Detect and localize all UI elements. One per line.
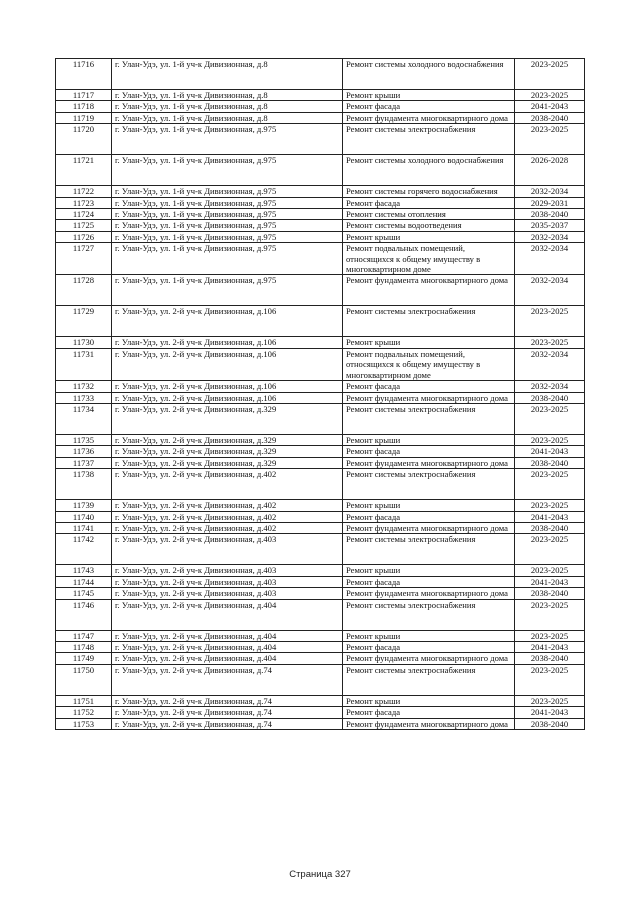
row-number: 11718 bbox=[56, 101, 112, 112]
row-number: 11736 bbox=[56, 446, 112, 457]
row-work-type: Ремонт системы холодного водоснабжения bbox=[343, 155, 515, 186]
table-row bbox=[56, 641, 585, 652]
row-period: 2026-2028 bbox=[515, 155, 585, 186]
document-page bbox=[55, 58, 584, 730]
table-row bbox=[56, 124, 585, 155]
row-address: г. Улан-Удэ, ул. 1-й уч-к Дивизионная, д.975 bbox=[112, 275, 343, 306]
row-number: 11731 bbox=[56, 348, 112, 380]
row-number: 11742 bbox=[56, 534, 112, 565]
table-row bbox=[56, 653, 585, 664]
row-address: г. Улан-Удэ, ул. 2-й уч-к Дивизионная, д.402 bbox=[112, 469, 343, 500]
row-period: 2023-2025 bbox=[515, 630, 585, 641]
table-row bbox=[56, 112, 585, 123]
row-period: 2038-2040 bbox=[515, 209, 585, 220]
row-address: г. Улан-Удэ, ул. 2-й уч-к Дивизионная, д.74 bbox=[112, 695, 343, 706]
row-address: г. Улан-Удэ, ул. 2-й уч-к Дивизионная, д.403 bbox=[112, 588, 343, 599]
row-work-type: Ремонт системы отопления bbox=[343, 209, 515, 220]
row-number: 11747 bbox=[56, 630, 112, 641]
row-period: 2041-2043 bbox=[515, 707, 585, 718]
row-number: 11716 bbox=[56, 59, 112, 90]
row-period: 2023-2025 bbox=[515, 469, 585, 500]
row-address: г. Улан-Удэ, ул. 1-й уч-к Дивизионная, д.975 bbox=[112, 220, 343, 231]
row-work-type: Ремонт системы горячего водоснабжения bbox=[343, 186, 515, 197]
row-address: г. Улан-Удэ, ул. 2-й уч-к Дивизионная, д.106 bbox=[112, 306, 343, 337]
row-period: 2023-2025 bbox=[515, 403, 585, 434]
row-period: 2023-2025 bbox=[515, 337, 585, 348]
row-number: 11724 bbox=[56, 209, 112, 220]
row-address: г. Улан-Удэ, ул. 2-й уч-к Дивизионная, д.403 bbox=[112, 534, 343, 565]
row-address: г. Улан-Удэ, ул. 1-й уч-к Дивизионная, д.8 bbox=[112, 112, 343, 123]
row-address: г. Улан-Удэ, ул. 2-й уч-к Дивизионная, д.403 bbox=[112, 565, 343, 576]
row-number: 11746 bbox=[56, 599, 112, 630]
row-number: 11748 bbox=[56, 641, 112, 652]
row-address: г. Улан-Удэ, ул. 2-й уч-к Дивизионная, д.404 bbox=[112, 630, 343, 641]
row-work-type: Ремонт системы электроснабжения bbox=[343, 534, 515, 565]
row-work-type: Ремонт подвальных помещений, относящихся к общему имуществу в многоквартирном доме bbox=[343, 243, 515, 275]
row-address: г. Улан-Удэ, ул. 1-й уч-к Дивизионная, д.975 bbox=[112, 197, 343, 208]
table-row bbox=[56, 186, 585, 197]
row-period: 2023-2025 bbox=[515, 306, 585, 337]
row-work-type: Ремонт фундамента многоквартирного дома bbox=[343, 522, 515, 533]
row-work-type: Ремонт фасада bbox=[343, 707, 515, 718]
row-period: 2032-2034 bbox=[515, 381, 585, 392]
row-address: г. Улан-Удэ, ул. 2-й уч-к Дивизионная, д.106 bbox=[112, 381, 343, 392]
row-work-type: Ремонт фундамента многоквартирного дома bbox=[343, 275, 515, 306]
row-number: 11743 bbox=[56, 565, 112, 576]
row-address: г. Улан-Удэ, ул. 1-й уч-к Дивизионная, д.8 bbox=[112, 101, 343, 112]
row-work-type: Ремонт фундамента многоквартирного дома bbox=[343, 392, 515, 403]
table-row bbox=[56, 348, 585, 380]
row-period: 2041-2043 bbox=[515, 511, 585, 522]
table-row bbox=[56, 337, 585, 348]
row-period: 2023-2025 bbox=[515, 534, 585, 565]
row-address: г. Улан-Удэ, ул. 1-й уч-к Дивизионная, д.8 bbox=[112, 90, 343, 101]
table-row bbox=[56, 511, 585, 522]
row-address: г. Улан-Удэ, ул. 2-й уч-к Дивизионная, д.106 bbox=[112, 348, 343, 380]
row-address: г. Улан-Удэ, ул. 1-й уч-к Дивизионная, д.8 bbox=[112, 59, 343, 90]
row-period: 2032-2034 bbox=[515, 231, 585, 242]
row-number: 11750 bbox=[56, 664, 112, 695]
table-row bbox=[56, 457, 585, 468]
row-work-type: Ремонт фасада bbox=[343, 576, 515, 587]
row-number: 11726 bbox=[56, 231, 112, 242]
table-row bbox=[56, 630, 585, 641]
row-address: г. Улан-Удэ, ул. 2-й уч-к Дивизионная, д.404 bbox=[112, 641, 343, 652]
table-row bbox=[56, 565, 585, 576]
row-number: 11719 bbox=[56, 112, 112, 123]
row-work-type: Ремонт крыши bbox=[343, 695, 515, 706]
row-number: 11753 bbox=[56, 718, 112, 729]
table-row bbox=[56, 500, 585, 511]
table-row bbox=[56, 588, 585, 599]
row-work-type: Ремонт фундамента многоквартирного дома bbox=[343, 718, 515, 729]
row-period: 2041-2043 bbox=[515, 641, 585, 652]
row-work-type: Ремонт системы электроснабжения bbox=[343, 664, 515, 695]
row-period: 2023-2025 bbox=[515, 124, 585, 155]
row-address: г. Улан-Удэ, ул. 1-й уч-к Дивизионная, д.975 bbox=[112, 231, 343, 242]
row-work-type: Ремонт фасада bbox=[343, 101, 515, 112]
row-period: 2038-2040 bbox=[515, 718, 585, 729]
table-row bbox=[56, 275, 585, 306]
row-address: г. Улан-Удэ, ул. 1-й уч-к Дивизионная, д.975 bbox=[112, 209, 343, 220]
row-number: 11744 bbox=[56, 576, 112, 587]
row-work-type: Ремонт системы холодного водоснабжения bbox=[343, 59, 515, 90]
table-row bbox=[56, 155, 585, 186]
table-row bbox=[56, 101, 585, 112]
table-row bbox=[56, 707, 585, 718]
row-work-type: Ремонт фасада bbox=[343, 641, 515, 652]
row-work-type: Ремонт крыши bbox=[343, 337, 515, 348]
row-work-type: Ремонт фундамента многоквартирного дома bbox=[343, 112, 515, 123]
row-period: 2035-2037 bbox=[515, 220, 585, 231]
row-work-type: Ремонт системы водоотведения bbox=[343, 220, 515, 231]
row-address: г. Улан-Удэ, ул. 2-й уч-к Дивизионная, д.404 bbox=[112, 653, 343, 664]
table-row bbox=[56, 243, 585, 275]
row-number: 11752 bbox=[56, 707, 112, 718]
row-work-type: Ремонт системы электроснабжения bbox=[343, 403, 515, 434]
row-period: 2038-2040 bbox=[515, 457, 585, 468]
table-row bbox=[56, 446, 585, 457]
row-period: 2023-2025 bbox=[515, 90, 585, 101]
row-period: 2038-2040 bbox=[515, 588, 585, 599]
row-address: г. Улан-Удэ, ул. 2-й уч-к Дивизионная, д.329 bbox=[112, 434, 343, 445]
row-period: 2029-2031 bbox=[515, 197, 585, 208]
row-work-type: Ремонт фасада bbox=[343, 446, 515, 457]
row-work-type: Ремонт фундамента многоквартирного дома bbox=[343, 588, 515, 599]
row-period: 2032-2034 bbox=[515, 186, 585, 197]
row-address: г. Улан-Удэ, ул. 2-й уч-к Дивизионная, д.329 bbox=[112, 457, 343, 468]
table-row bbox=[56, 434, 585, 445]
row-address: г. Улан-Удэ, ул. 1-й уч-к Дивизионная, д.975 bbox=[112, 186, 343, 197]
row-period: 2023-2025 bbox=[515, 500, 585, 511]
row-number: 11740 bbox=[56, 511, 112, 522]
row-period: 2023-2025 bbox=[515, 59, 585, 90]
row-address: г. Улан-Удэ, ул. 2-й уч-к Дивизионная, д.404 bbox=[112, 599, 343, 630]
table-body bbox=[56, 59, 585, 730]
table-row bbox=[56, 695, 585, 706]
row-work-type: Ремонт системы электроснабжения bbox=[343, 599, 515, 630]
row-number: 11725 bbox=[56, 220, 112, 231]
row-address: г. Улан-Удэ, ул. 1-й уч-к Дивизионная, д.975 bbox=[112, 243, 343, 275]
row-work-type: Ремонт подвальных помещений, относящихся к общему имуществу в многоквартирном доме bbox=[343, 348, 515, 380]
row-address: г. Улан-Удэ, ул. 2-й уч-к Дивизионная, д.74 bbox=[112, 707, 343, 718]
table-row bbox=[56, 534, 585, 565]
row-period: 2023-2025 bbox=[515, 565, 585, 576]
row-work-type: Ремонт системы электроснабжения bbox=[343, 124, 515, 155]
row-period: 2038-2040 bbox=[515, 653, 585, 664]
table-row bbox=[56, 231, 585, 242]
row-address: г. Улан-Удэ, ул. 2-й уч-к Дивизионная, д.74 bbox=[112, 664, 343, 695]
row-address: г. Улан-Удэ, ул. 2-й уч-к Дивизионная, д.402 bbox=[112, 511, 343, 522]
row-number: 11723 bbox=[56, 197, 112, 208]
table-row bbox=[56, 59, 585, 90]
page-number: Страница 327 bbox=[289, 869, 351, 880]
row-number: 11722 bbox=[56, 186, 112, 197]
repair-schedule-table bbox=[55, 58, 585, 730]
table-row bbox=[56, 197, 585, 208]
table-row bbox=[56, 664, 585, 695]
row-address: г. Улан-Удэ, ул. 2-й уч-к Дивизионная, д.402 bbox=[112, 500, 343, 511]
row-period: 2041-2043 bbox=[515, 101, 585, 112]
row-work-type: Ремонт фундамента многоквартирного дома bbox=[343, 653, 515, 664]
row-number: 11720 bbox=[56, 124, 112, 155]
table-row bbox=[56, 576, 585, 587]
row-number: 11749 bbox=[56, 653, 112, 664]
row-work-type: Ремонт крыши bbox=[343, 630, 515, 641]
row-period: 2032-2034 bbox=[515, 243, 585, 275]
row-address: г. Улан-Удэ, ул. 2-й уч-к Дивизионная, д.329 bbox=[112, 403, 343, 434]
table-row bbox=[56, 209, 585, 220]
row-address: г. Улан-Удэ, ул. 2-й уч-к Дивизионная, д.403 bbox=[112, 576, 343, 587]
row-work-type: Ремонт системы электроснабжения bbox=[343, 469, 515, 500]
table-row bbox=[56, 381, 585, 392]
row-work-type: Ремонт крыши bbox=[343, 500, 515, 511]
row-work-type: Ремонт крыши bbox=[343, 90, 515, 101]
row-number: 11730 bbox=[56, 337, 112, 348]
table-row bbox=[56, 392, 585, 403]
row-period: 2038-2040 bbox=[515, 112, 585, 123]
row-period: 2023-2025 bbox=[515, 664, 585, 695]
table-row bbox=[56, 718, 585, 729]
table-row bbox=[56, 469, 585, 500]
row-work-type: Ремонт фундамента многоквартирного дома bbox=[343, 457, 515, 468]
row-number: 11737 bbox=[56, 457, 112, 468]
row-period: 2038-2040 bbox=[515, 392, 585, 403]
table-row bbox=[56, 90, 585, 101]
row-number: 11717 bbox=[56, 90, 112, 101]
row-address: г. Улан-Удэ, ул. 2-й уч-к Дивизионная, д.402 bbox=[112, 522, 343, 533]
row-address: г. Улан-Удэ, ул. 1-й уч-к Дивизионная, д.975 bbox=[112, 124, 343, 155]
row-address: г. Улан-Удэ, ул. 2-й уч-к Дивизионная, д.74 bbox=[112, 718, 343, 729]
row-number: 11733 bbox=[56, 392, 112, 403]
row-period: 2023-2025 bbox=[515, 599, 585, 630]
row-work-type: Ремонт крыши bbox=[343, 231, 515, 242]
table-row bbox=[56, 599, 585, 630]
row-number: 11727 bbox=[56, 243, 112, 275]
row-period: 2041-2043 bbox=[515, 576, 585, 587]
row-period: 2023-2025 bbox=[515, 434, 585, 445]
row-work-type: Ремонт крыши bbox=[343, 565, 515, 576]
row-work-type: Ремонт фасада bbox=[343, 511, 515, 522]
row-number: 11728 bbox=[56, 275, 112, 306]
row-address: г. Улан-Удэ, ул. 2-й уч-к Дивизионная, д.329 bbox=[112, 446, 343, 457]
row-work-type: Ремонт крыши bbox=[343, 434, 515, 445]
row-number: 11741 bbox=[56, 522, 112, 533]
row-address: г. Улан-Удэ, ул. 1-й уч-к Дивизионная, д.975 bbox=[112, 155, 343, 186]
row-period: 2041-2043 bbox=[515, 446, 585, 457]
row-number: 11738 bbox=[56, 469, 112, 500]
row-period: 2032-2034 bbox=[515, 275, 585, 306]
row-number: 11751 bbox=[56, 695, 112, 706]
table-row bbox=[56, 220, 585, 231]
row-work-type: Ремонт системы электроснабжения bbox=[343, 306, 515, 337]
table-row bbox=[56, 403, 585, 434]
row-work-type: Ремонт фасада bbox=[343, 197, 515, 208]
table-row bbox=[56, 306, 585, 337]
row-period: 2032-2034 bbox=[515, 348, 585, 380]
row-work-type: Ремонт фасада bbox=[343, 381, 515, 392]
row-address: г. Улан-Удэ, ул. 2-й уч-к Дивизионная, д.106 bbox=[112, 392, 343, 403]
row-number: 11745 bbox=[56, 588, 112, 599]
row-number: 11732 bbox=[56, 381, 112, 392]
row-number: 11735 bbox=[56, 434, 112, 445]
row-number: 11721 bbox=[56, 155, 112, 186]
row-number: 11734 bbox=[56, 403, 112, 434]
table-row bbox=[56, 522, 585, 533]
row-period: 2023-2025 bbox=[515, 695, 585, 706]
row-period: 2038-2040 bbox=[515, 522, 585, 533]
row-address: г. Улан-Удэ, ул. 2-й уч-к Дивизионная, д.106 bbox=[112, 337, 343, 348]
row-number: 11739 bbox=[56, 500, 112, 511]
row-number: 11729 bbox=[56, 306, 112, 337]
